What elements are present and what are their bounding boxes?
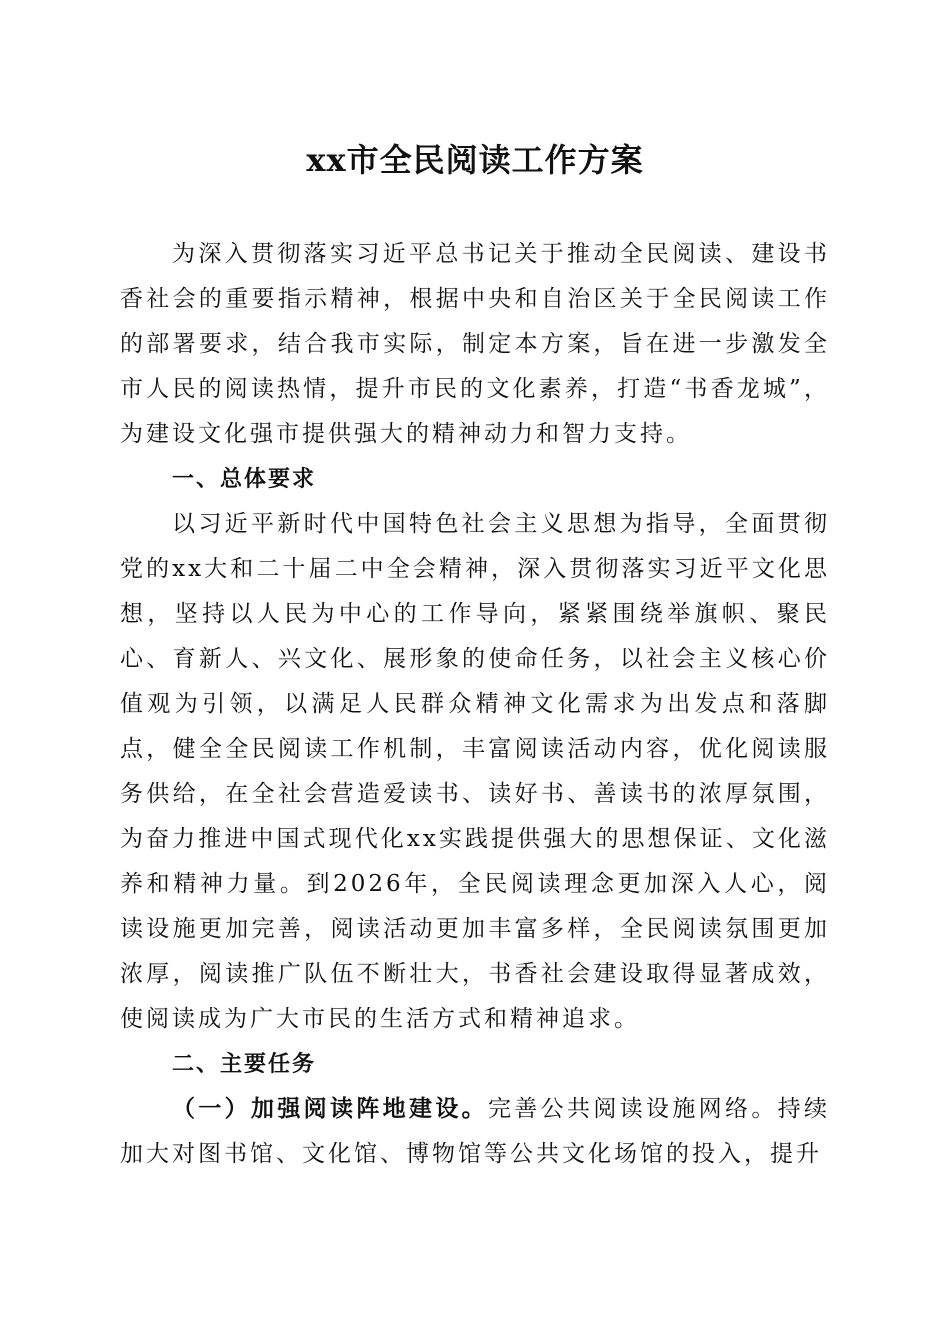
main-tasks-item-1-paragraph bbox=[120, 1087, 830, 1177]
main-tasks-item-1-lead: （一）加强阅读阵地建设。 bbox=[172, 1096, 488, 1122]
document-title: xx市全民阅读工作方案 bbox=[306, 141, 644, 179]
section-heading-overall-requirements: 一、总体要求 bbox=[172, 467, 317, 492]
document-body bbox=[120, 232, 830, 1177]
intro-paragraph: 为深入贯彻落实习近平总书记关于推动全民阅读、建设书香社会的重要指示精神，根据中央和自治区关于全民阅读工作的部署要求，结合我市实际，制定本方案，旨在进一步激发全市人民的阅读热情，提升市民的文化素养，打造“书香龙城”，为建设文化强市提供强大的精神动力和智力支持。 bbox=[120, 241, 830, 447]
main-tasks-item-1-body: 完善公共阅读设施网络。持续加大对图书馆、文化馆、博物馆等公共文化场馆的投入，提升 bbox=[120, 1096, 831, 1167]
section-heading-main-tasks: 二、主要任务 bbox=[172, 1052, 317, 1077]
overall-requirements-paragraph: 以习近平新时代中国特色社会主义思想为指导，全面贯彻党的xx大和二十届二中全会精神，深入贯彻落实习近平文化思想，坚持以人民为中心的工作导向，紧紧围绕举旗帜、聚民心、育新人、兴文化、展形象的使命任务，以社会主义核心价值观为引领，以满足人民群众精神文化需求为出发点和落脚点，健全全民阅读工作机制，丰富阅读活动内容，优化阅读服务供给，在全社会营造爱读书、读好书、善读书的浓厚氛围，为奋力推进中国式现代化xx实践提供强大的思想保证、文化滋养和精神力量。到2026年，全民阅读理念更加深入人心，阅读设施更加完善，阅读活动更加丰富多样，全民阅读氛围更加浓厚，阅读推广队伍不断壮大，书香社会建设取得显著成效，使阅读成为广大市民的生活方式和精神追求。 bbox=[120, 511, 830, 1032]
